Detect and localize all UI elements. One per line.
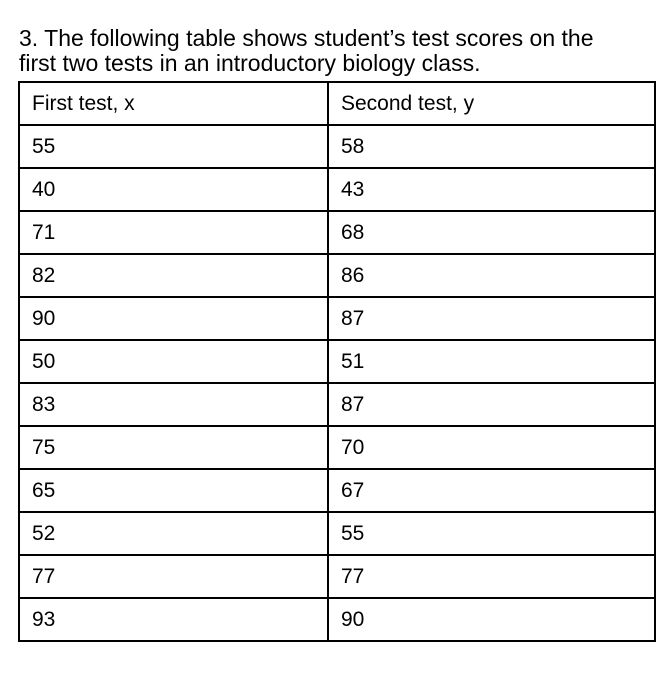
table-row (19, 598, 655, 641)
second-test-cell: 87 (328, 297, 655, 340)
table-row (19, 426, 655, 469)
first-test-cell: 83 (19, 383, 328, 426)
question-line-2: first two tests in an introductory biology class. (19, 50, 481, 76)
question-text (19, 26, 649, 76)
second-test-cell: 55 (328, 512, 655, 555)
table-row (19, 297, 655, 340)
table-row (19, 383, 655, 426)
table-row (19, 254, 655, 297)
second-test-cell: 70 (328, 426, 655, 469)
second-test-cell: 58 (328, 125, 655, 168)
first-test-cell: 90 (19, 297, 328, 340)
table-row (19, 340, 655, 383)
first-test-cell: 52 (19, 512, 328, 555)
second-test-cell: 51 (328, 340, 655, 383)
second-test-cell: 68 (328, 211, 655, 254)
second-test-cell: 77 (328, 555, 655, 598)
question-line-1: 3. The following table shows student’s test scores on the (19, 25, 594, 51)
first-test-cell: 50 (19, 340, 328, 383)
table-row (19, 125, 655, 168)
table-row (19, 211, 655, 254)
first-test-cell: 40 (19, 168, 328, 211)
second-test-cell: 90 (328, 598, 655, 641)
second-test-cell: 67 (328, 469, 655, 512)
first-test-cell: 75 (19, 426, 328, 469)
first-test-cell: 71 (19, 211, 328, 254)
table-row (19, 512, 655, 555)
first-test-cell: 65 (19, 469, 328, 512)
header-first-test: First test, x (19, 82, 328, 125)
table-row (19, 168, 655, 211)
first-test-cell: 77 (19, 555, 328, 598)
first-test-cell: 55 (19, 125, 328, 168)
test-scores-table (18, 81, 656, 642)
table-row (19, 555, 655, 598)
second-test-cell: 86 (328, 254, 655, 297)
table-row (19, 469, 655, 512)
second-test-cell: 87 (328, 383, 655, 426)
second-test-cell: 43 (328, 168, 655, 211)
first-test-cell: 93 (19, 598, 328, 641)
header-second-test: Second test, y (328, 82, 655, 125)
table-header-row (19, 82, 655, 125)
first-test-cell: 82 (19, 254, 328, 297)
